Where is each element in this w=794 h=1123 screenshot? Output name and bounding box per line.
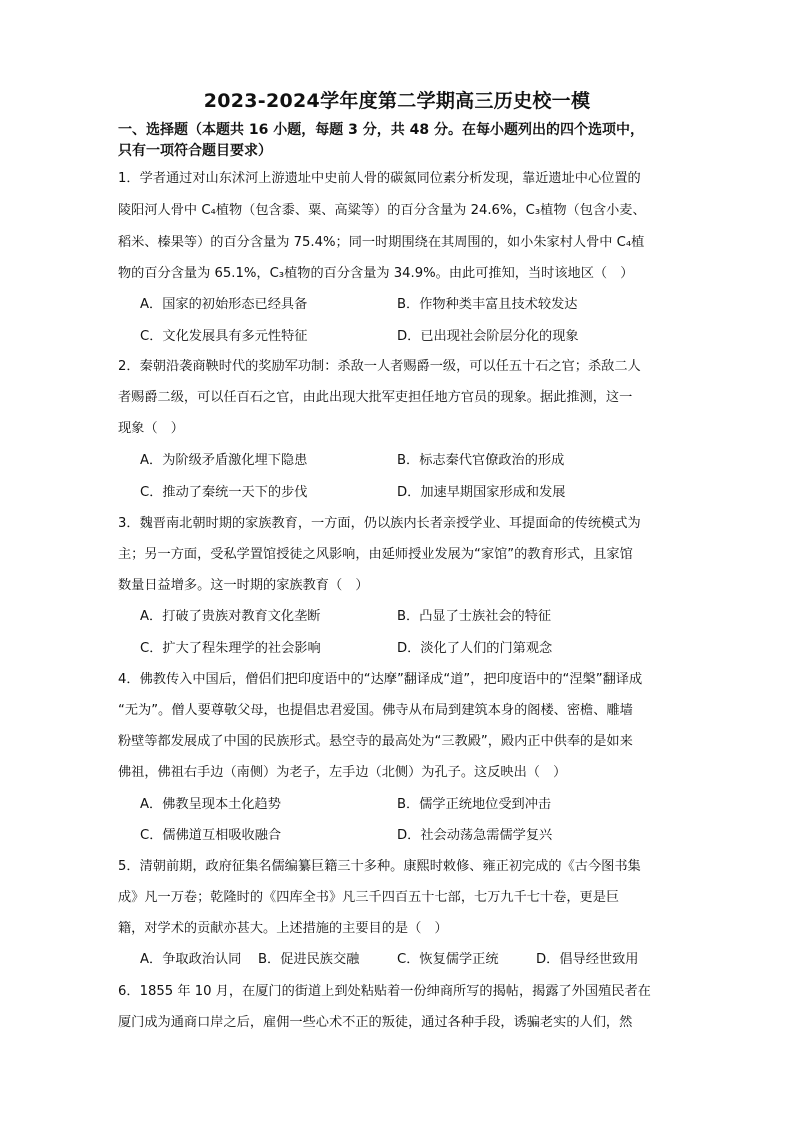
question-1-line-4: 物的百分含量为 65.1%，C₃植物的百分含量为 34.9%。由此可推知，当时该地区（ ） [118, 266, 634, 281]
question-6-line-2: 厦门成为通商口岸之后，雇佣一些心术不正的叛徒，通过各种手段，诱骗老实的人们，然 [118, 1015, 633, 1030]
question-1-option-d[interactable]: D．已出现社会阶层分化的现象 [397, 329, 579, 344]
question-2-option-a[interactable]: A．为阶级矛盾激化埋下隐患 [140, 453, 308, 468]
question-5-option-b[interactable]: B．促进民族交融 [258, 952, 360, 967]
question-2-option-d[interactable]: D．加速早期国家形成和发展 [397, 485, 566, 500]
question-2-line-3: 现象（ ） [118, 421, 184, 436]
question-2-line-1: 2．秦朝沿袭商鞅时代的奖励军功制：杀敌一人者赐爵一级，可以任五十石之官；杀敌二人 [118, 359, 641, 374]
question-1-option-b[interactable]: B．作物种类丰富且技术较发达 [397, 297, 578, 312]
question-5-option-c[interactable]: C．恢复儒学正统 [397, 952, 499, 967]
section-heading-line-2: 只有一项符合题目要求） [118, 143, 272, 159]
question-3-line-1: 3．魏晋南北朝时期的家族教育，一方面，仍以族内长者亲授学业、耳提面命的传统模式为 [118, 516, 641, 531]
question-3-line-2: 主；另一方面，受私学置馆授徒之风影响，由延师授业发展为“家馆”的教育形式，且家馆 [118, 547, 633, 562]
question-3-line-3: 数量日益增多。这一时期的家族教育（ ） [118, 578, 369, 593]
question-6-line-1: 6．1855 年 10 月，在厦门的街道上到处粘贴着一份绅商所写的揭帖，揭露了外国殖民者在 [118, 984, 651, 999]
section-heading-line-1: 一、选择题（本题共 16 小题，每题 3 分，共 48 分。在每小题列出的四个选项中， [118, 122, 644, 138]
question-3-option-c[interactable]: C．扩大了程朱理学的社会影响 [140, 641, 321, 656]
question-4-line-1: 4．佛教传入中国后，僧侣们把印度语中的“达摩”翻译成“道”，把印度语中的“涅槃”翻译成 [118, 672, 643, 687]
question-5-option-d[interactable]: D．倡导经世致用 [536, 952, 639, 967]
question-1-line-2: 陵阳河人骨中 C₄植物（包含黍、粟、高粱等）的百分含量为 24.6%，C₃植物（包含小麦、 [118, 203, 646, 218]
exam-title: 2023-2024学年度第二学期高三历史校一模 [203, 90, 591, 112]
question-1-option-a[interactable]: A．国家的初始形态已经具备 [140, 297, 308, 312]
question-4-option-d[interactable]: D．社会动荡急需儒学复兴 [397, 828, 553, 843]
question-4-option-b[interactable]: B．儒学正统地位受到冲击 [397, 797, 552, 812]
section-heading [118, 120, 678, 162]
question-2-line-2: 者赐爵二级，可以任百石之官，由此出现大批军吏担任地方官员的现象。据此推测，这一 [118, 390, 633, 405]
question-2-option-b[interactable]: B．标志秦代官僚政治的形成 [397, 453, 565, 468]
question-1-line-1: 1．学者通过对山东沭河上游遗址中史前人骨的碳氮同位素分析发现，靠近遗址中心位置的 [118, 171, 641, 186]
question-3-option-a[interactable]: A．打破了贵族对教育文化垄断 [140, 609, 321, 624]
question-4-option-c[interactable]: C．儒佛道互相吸收融合 [140, 828, 282, 843]
question-5-line-1: 5．清朝前期，政府征集名儒编纂巨籍三十多种。康熙时敕修、雍正初完成的《古今图书集 [118, 859, 641, 874]
question-5-line-3: 籍，对学术的贡献亦甚大。上述措施的主要目的是（ ） [118, 921, 448, 936]
question-4-line-3: 粉壁等都发展成了中国的民族形式。悬空寺的最高处为“三教殿”，殿内正中供奉的是如来 [118, 734, 633, 749]
question-2-option-c[interactable]: C．推动了秦统一天下的步伐 [140, 485, 308, 500]
question-1-option-c[interactable]: C．文化发展具有多元性特征 [140, 329, 308, 344]
question-4-option-a[interactable]: A．佛教呈现本土化趋势 [140, 797, 281, 812]
question-5-line-2: 成》凡一万卷；乾隆时的《四库全书》凡三千四百五十七部，七万九千七十卷，更是巨 [118, 890, 620, 905]
question-4-line-2: “无为”。僧人要尊敬父母，也提倡忠君爱国。佛寺从布局到建筑本身的阁楼、密檐、雕墙 [118, 703, 633, 718]
question-1-line-3: 稻米、榛果等）的百分含量为 75.4%；同一时期围绕在其周围的，如小朱家村人骨中 C₄植 [118, 235, 645, 250]
question-5-option-a[interactable]: A．争取政治认同 [140, 952, 242, 967]
question-4-line-4: 佛祖，佛祖右手边（南侧）为老子，左手边（北侧）为孔子。这反映出（ ） [118, 765, 567, 780]
question-3-option-d[interactable]: D．淡化了人们的门第观念 [397, 641, 553, 656]
question-3-option-b[interactable]: B．凸显了士族社会的特征 [397, 609, 552, 624]
